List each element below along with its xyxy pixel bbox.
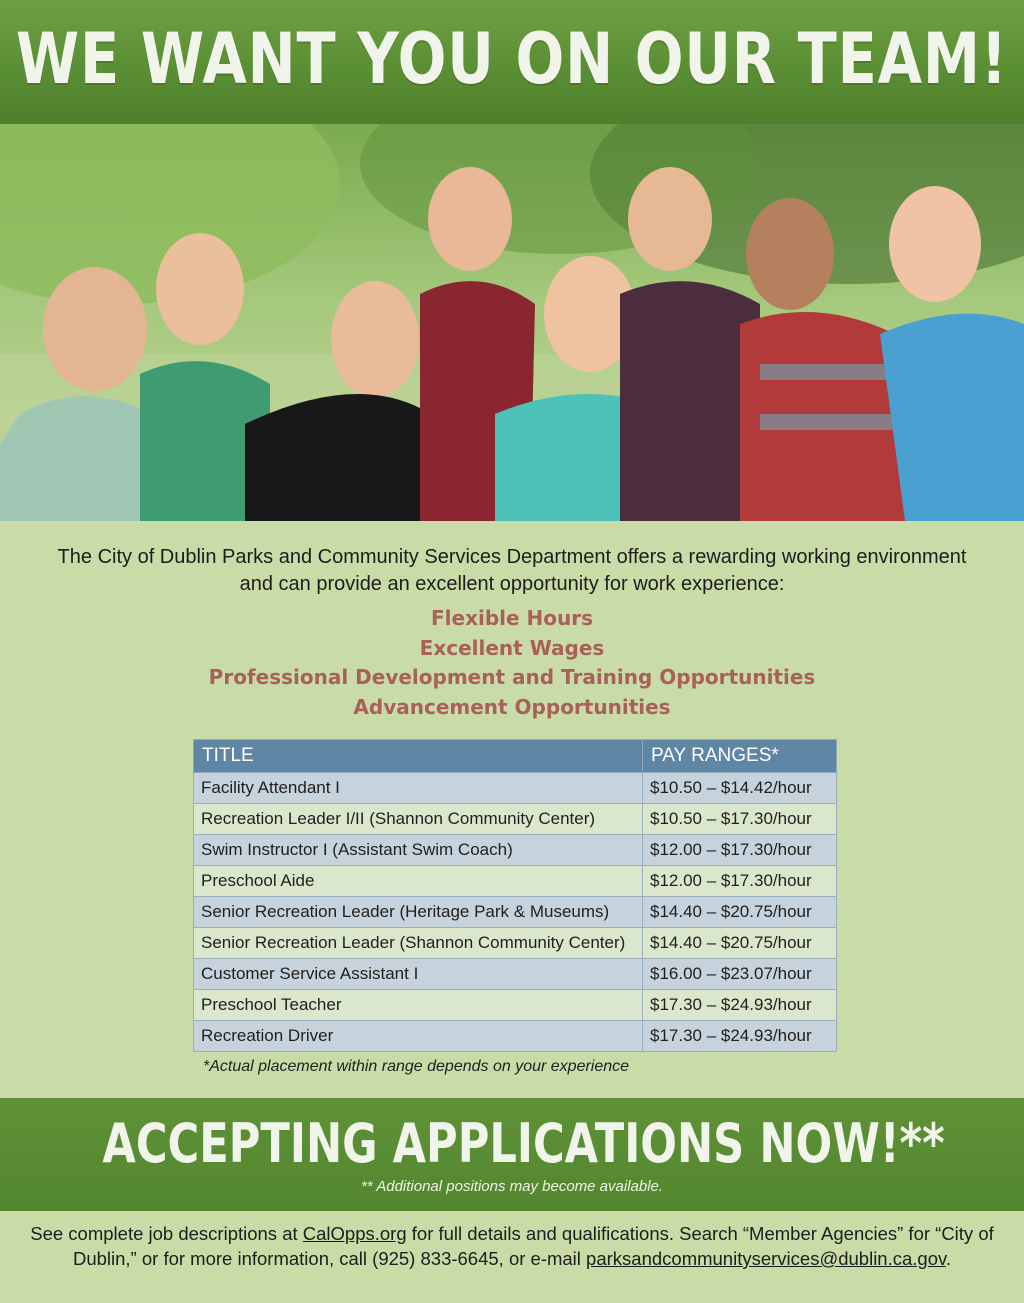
header-pay-ranges: PAY RANGES* bbox=[643, 740, 837, 773]
job-title: Senior Recreation Leader (Heritage Park & Museums) bbox=[194, 897, 643, 928]
intro-line-2: and can provide an excellent opportunity for work experience: bbox=[239, 573, 785, 595]
email-link[interactable]: parksandcommunityservices@dublin.ca.gov bbox=[586, 1248, 946, 1269]
job-title: Customer Service Assistant I bbox=[194, 959, 643, 990]
pay-range: $17.30 – $24.93/hour bbox=[643, 1021, 837, 1052]
table-row bbox=[194, 959, 837, 990]
job-title: Recreation Leader I/II (Shannon Community Center) bbox=[194, 804, 643, 835]
team-photo bbox=[0, 124, 1024, 521]
benefits-list bbox=[0, 604, 1024, 722]
table-row bbox=[194, 897, 837, 928]
pay-range: $14.40 – $20.75/hour bbox=[643, 928, 837, 959]
contact-info bbox=[30, 1221, 994, 1271]
pay-range: $16.00 – $23.07/hour bbox=[643, 959, 837, 990]
page-headline: WE WANT YOU ON OUR TEAM! bbox=[16, 18, 1008, 100]
pay-range: $17.30 – $24.93/hour bbox=[643, 990, 837, 1021]
table-header-row bbox=[194, 740, 837, 773]
pay-footnote: *Actual placement within range depends on your experience bbox=[203, 1058, 630, 1075]
job-title: Preschool Teacher bbox=[194, 990, 643, 1021]
table-row bbox=[194, 1021, 837, 1052]
pay-range: $10.50 – $14.42/hour bbox=[643, 773, 837, 804]
job-title: Recreation Driver bbox=[194, 1021, 643, 1052]
intro-line-1: The City of Dublin Parks and Community Services Department offers a rewarding working environment bbox=[57, 546, 967, 568]
contact-text: for full details and qualifications. Search “Member Agencies” for “City of Dublin,” or for more information, call (925) 833-6645, or e-mail bbox=[72, 1223, 994, 1269]
header-banner bbox=[0, 0, 1024, 124]
pay-range-table bbox=[193, 739, 837, 1052]
benefit-item: Advancement Opportunities bbox=[353, 694, 671, 719]
benefit-item: Excellent Wages bbox=[419, 635, 605, 660]
contact-text: . bbox=[945, 1248, 952, 1269]
intro-text bbox=[30, 544, 994, 598]
pay-range: $12.00 – $17.30/hour bbox=[643, 835, 837, 866]
job-title: Preschool Aide bbox=[194, 866, 643, 897]
pay-range: $10.50 – $17.30/hour bbox=[643, 804, 837, 835]
calopps-link[interactable]: CalOpps.org bbox=[302, 1223, 407, 1244]
header-title: TITLE bbox=[194, 740, 643, 773]
table-row bbox=[194, 773, 837, 804]
benefit-item: Professional Development and Training Opportunities bbox=[208, 665, 816, 689]
benefit-item: Flexible Hours bbox=[430, 606, 594, 630]
job-title: Facility Attendant I bbox=[194, 773, 643, 804]
contact-text: See complete job descriptions at bbox=[30, 1223, 303, 1244]
pay-range: $14.40 – $20.75/hour bbox=[643, 897, 837, 928]
pay-range: $12.00 – $17.30/hour bbox=[643, 866, 837, 897]
cta-headline: ACCEPTING APPLICATIONS NOW!** bbox=[102, 1112, 945, 1175]
table-row bbox=[194, 835, 837, 866]
table-row bbox=[194, 990, 837, 1021]
table-row bbox=[194, 866, 837, 897]
job-title: Senior Recreation Leader (Shannon Community Center) bbox=[194, 928, 643, 959]
cta-banner bbox=[0, 1098, 1024, 1211]
table-row bbox=[194, 928, 837, 959]
job-title: Swim Instructor I (Assistant Swim Coach) bbox=[194, 835, 643, 866]
table-row bbox=[194, 804, 837, 835]
cta-note: ** Additional positions may become available. bbox=[360, 1178, 664, 1195]
